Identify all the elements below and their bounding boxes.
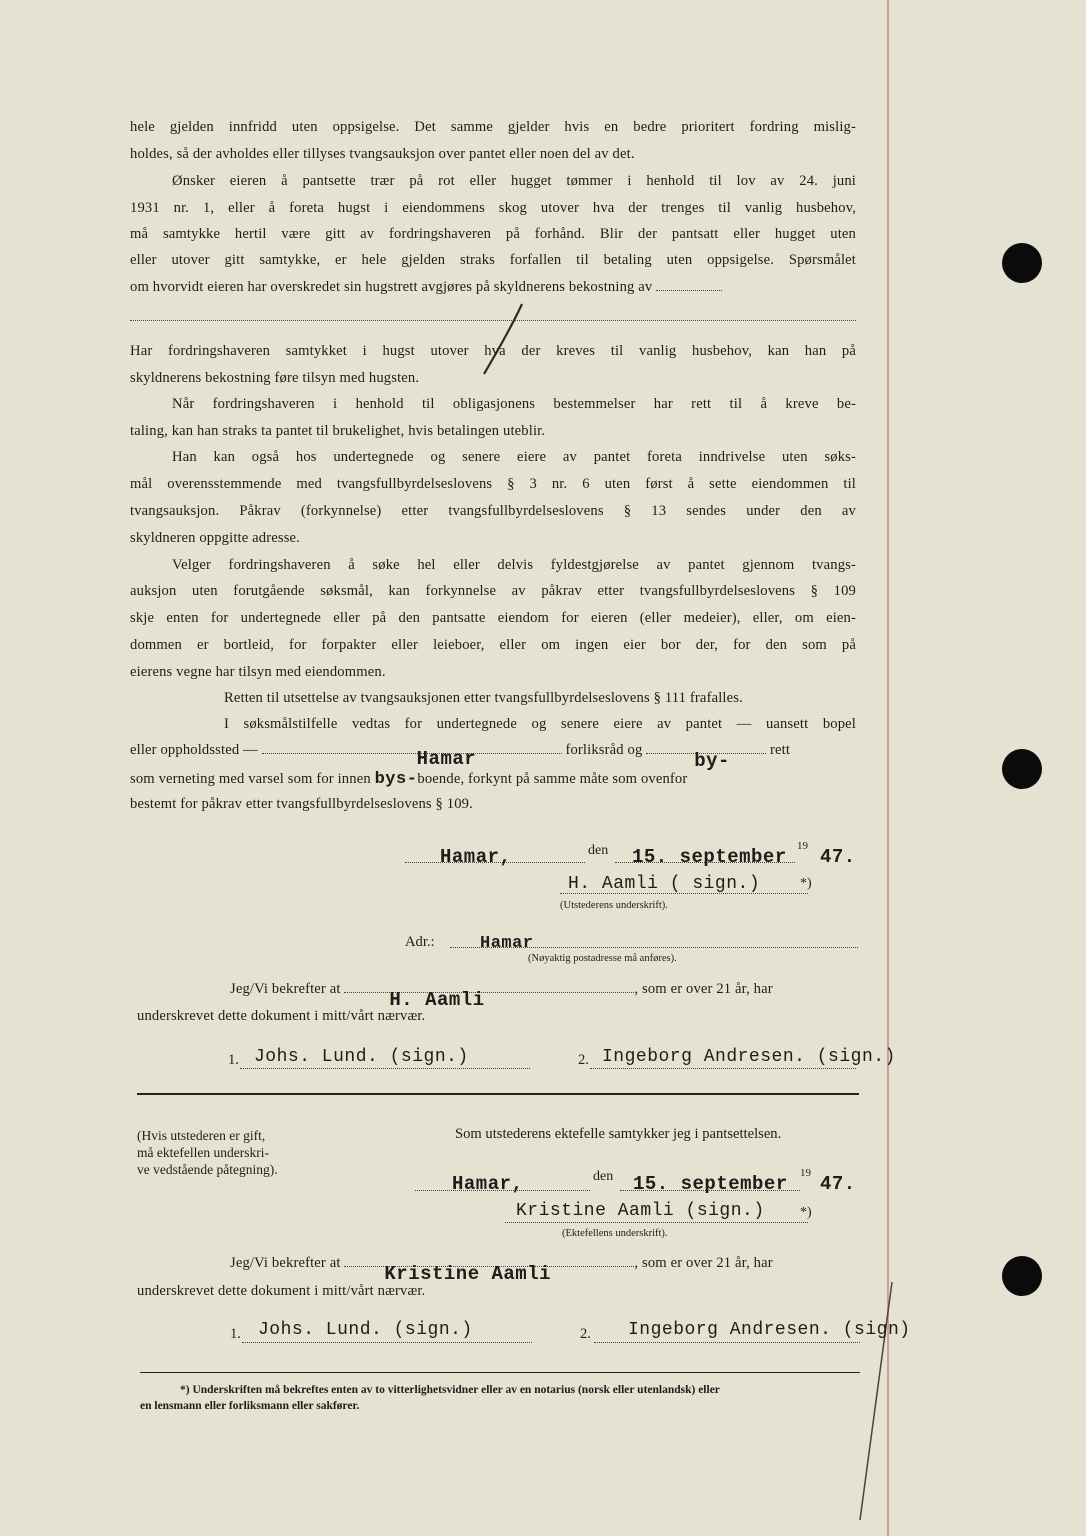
witness-line: Jeg/Vi bekrefter at Kristine Aamli , som er over 21 år, har <box>230 1255 773 1285</box>
margin-pencil-line <box>840 1280 900 1530</box>
punch-hole <box>1002 243 1042 283</box>
issuer-address: Hamar <box>480 934 534 953</box>
witness-signature: Johs. Lund. (sign.) <box>258 1320 473 1340</box>
body-line: auksjon uten forutgående søksmål, kan forkynnelse av påkrav etter tvangsfullbyrdelseslovens § 109 <box>130 583 856 599</box>
body-line: Han kan også hos undertegnede og senere eiere av pantet foreta inndrivelse uten søks- <box>172 449 856 465</box>
body-line: taling, kan han straks ta pantet til brukelighet, hvis betalingen uteblir. <box>130 423 546 439</box>
body-line: mål overensstemmende med tvangsfullbyrdelseslovens § 3 nr. 6 uten først å sette eiendommen til <box>130 476 856 492</box>
spouse-date: 15. september <box>633 1173 788 1195</box>
body-line: 1931 nr. 1, eller å foreta hugst i eiendommens skog utover hva der trenges til vanlig husbehov, <box>130 200 856 216</box>
witness-subject: H. Aamli <box>389 989 485 1011</box>
footnote-rule <box>140 1372 860 1373</box>
body-line: holdes, så der avholdes eller tillyses tvangsauksjon over pantet eller noen del av det. <box>130 146 635 162</box>
body-line: eller utover gitt samtykke, er hele gjelden straks forfallen til betaling uten oppsigelse. Spørsmålet <box>130 252 856 268</box>
punch-hole <box>1002 1256 1042 1296</box>
body-line: tvangsauksjon. Påkrav (forkynnelse) etter tvangsfullbyrdelseslovens § 13 sendes under den av <box>130 503 856 519</box>
venue-line: som verneting med varsel som for innen bys-boende, forkynt på samme måte som ovenfor <box>130 770 688 789</box>
punch-hole <box>1002 749 1042 789</box>
body-line: eierens vegne har tilsyn med eiendommen. <box>130 664 386 680</box>
body-line: I søksmålstilfelle vedtas for undertegnede og senere eiere av pantet — uansett bopel <box>224 716 856 732</box>
body-line: skyldnerens bekostning føre tilsyn med hugsten. <box>130 370 420 386</box>
body-line: må samtykke hertil være gitt av fordringshaveren på forhånd. Blir der pantsatt eller hugget uten <box>130 226 856 242</box>
document-page: hele gjelden innfridd uten oppsigelse. Det samme gjelder hvis en bedre prioritert fordring mislig- holdes, så der avholdes eller tillyses tvangsauksjon over pantet eller noen del av det. Ønsker eieren å pantsette trær på rot eller hugget tømmer i henhold til lov av 24. juni 1931 nr. 1, eller å foreta hugst i eiendommens skog utover hva der trenges til vanlig husbehov, må samtykke hertil være gitt av fordringshaveren på forhånd. Blir der pantsatt eller hugget uten eller utover gitt samtykke, er hele gjelden straks forfallen til betaling uten oppsigelse. Spørsmålet om hvorvidt eieren har overskredet sin hugstrett avgjøres på skyldnerens bekostning av Har fordringshaveren samtykket i hugst utover hva der kreves til vanlig husbehov, kan han på skyldnerens bekostning føre tilsyn med hugsten. Når fordringshaveren i henhold til obligasjonens bestemmelser har rett til å kreve be- taling, kan han straks ta pantet til brukelighet, hvis betalingen uteblir. Han kan også hos undertegnede og senere eiere av pantet foreta inndrivelse uten søks- mål overensstemmende med tvangsfullbyrdelseslovens § 3 nr. 6 uten først å sette eiendommen til tvangsauksjon. Påkrav (forkynnelse) etter tvangsfullbyrdelseslovens § 13 sendes under den av skyldneren oppgitte adresse. Velger fordringshaveren å søke hel eller delvis fyldestgjørelse av pantet gjennom tvangs- auksjon uten forutgående søksmål, kan forkynnelse av påkrav etter tvangsfullbyrdelseslovens § 109 skje enten for undertegnede eller på den pantsatte eiendom for eieren (eller medeier), eller, om eien- dommen er bortleid, for forpakter eller leieboer, eller om ingen eier bor der, for den som på eierens vegne har tilsyn med eiendommen. Retten til utsettelse av tvangsauksjonen etter tvangsfullbyrdelseslovens § 111 frafalles. I søksmålstilfelle vedtas for undertegnede og senere eiere av pantet — uansett bopel eller oppholdssted — Hamar forliksråd og by- rett som verneting med varsel som for innen bys-boende, forkynt på samme måte som ovenfor bestemt for påkrav etter tvangsfullbyrdelseslovens § 109. Hamar, den 15. september 19 47. H. Aamli ( sign.) *) (Utstederens underskrift). Adr.: Hamar (Nøyaktig postadresse må anføres). Jeg/Vi bekrefter at H. Aamli , som er over 21 år, har underskrevet dette dokument i mitt/vårt nærvær. 1. Johs. Lund. (sign.) 2. Ingeborg Andresen. (sign.) (Hvis utstederen er gift, må ektefellen underskri- ve vedstående påtegning). Som utstederens ektefelle samtykker jeg i pantsettelsen. Hamar, den 15. september 19 47. Kristine Aamli (sign.) *) (Ektefellens underskrift). Jeg/Vi bekrefter at Kristine Aamli , som er over 21 år, har underskrevet dette dokument i mitt/vårt nærvær. 1. Johs. Lund. (sign.) 2. Ingeborg Andresen. (sign) *) Underskriften må bekreftes enten av to vitterlighetsvidner eller av en notarius (norsk eller utenlandsk) eller en lensmann eller forliksmann eller sakfører. <box>0 0 1086 1536</box>
witness-signature: Ingeborg Andresen. (sign.) <box>602 1047 896 1067</box>
witness-signature: Johs. Lund. (sign.) <box>254 1047 469 1067</box>
handwritten-mark <box>470 300 530 380</box>
issuer-date: 15. september <box>632 846 787 868</box>
venue-line: bestemt for påkrav etter tvangsfullbyrdelseslovens § 109. <box>130 796 473 812</box>
spouse-place: Hamar, <box>452 1173 524 1195</box>
venue-court-type: by- <box>694 750 730 772</box>
section-divider <box>137 1093 859 1095</box>
spouse-note: (Hvis utstederen er gift, må ektefellen underskri- ve vedstående påtegning). <box>137 1128 278 1177</box>
spouse-signature: Kristine Aamli (sign.) <box>516 1201 765 1221</box>
body-line: dommen er bortleid, for forpakter eller leieboer, eller om ingen eier bor der, for den som på <box>130 637 856 653</box>
witness-signature: Ingeborg Andresen. (sign) <box>628 1320 911 1340</box>
venue-line: eller oppholdssted — Hamar forliksråd og by- rett <box>130 742 791 772</box>
body-line: Har fordringshaveren samtykket i hugst utover hva der kreves til vanlig husbehov, kan han på <box>130 343 856 359</box>
witness-subject: Kristine Aamli <box>384 1263 552 1285</box>
body-line: om hvorvidt eieren har overskredet sin hugstrett avgjøres på skyldnerens bekostning av <box>130 279 856 296</box>
venue-place: Hamar <box>416 748 477 770</box>
footnote: *) Underskriften må bekreftes enten av to vitterlighetsvidner eller av en notarius (norsk eller utenlandsk) eller en lensmann eller forliksmann eller sakfører. <box>140 1384 720 1412</box>
issuer-place: Hamar, <box>440 846 512 868</box>
body-line: Velger fordringshaveren å søke hel eller delvis fyldestgjørelse av pantet gjennom tvangs- <box>172 557 856 573</box>
venue-resident-type: bys- <box>374 770 418 789</box>
issuer-signature: H. Aamli ( sign.) <box>568 874 761 894</box>
spouse-consent: Som utstederens ektefelle samtykker jeg i pantsettelsen. <box>455 1126 782 1142</box>
body-line: skyldneren oppgitte adresse. <box>130 530 300 546</box>
issuer-year: 47. <box>820 846 856 868</box>
body-line: Når fordringshaveren i henhold til obligasjonens bestemmelser har rett til å kreve be- <box>172 396 856 412</box>
body-line: Retten til utsettelse av tvangsauksjonen etter tvangsfullbyrdelseslovens § 111 frafalles. <box>224 690 743 706</box>
body-line: Ønsker eieren å pantsette trær på rot eller hugget tømmer i henhold til lov av 24. juni <box>172 173 856 189</box>
spouse-year: 47. <box>820 1173 856 1195</box>
witness-line: Jeg/Vi bekrefter at H. Aamli , som er over 21 år, har <box>230 981 773 1011</box>
body-line: skje enten for undertegnede eller på den pantsatte eiendom for eieren (eller medeier), eller, om eien- <box>130 610 856 626</box>
blank-line <box>130 320 856 321</box>
body-line: hele gjelden innfridd uten oppsigelse. Det samme gjelder hvis en bedre prioritert fordring mislig- <box>130 119 856 135</box>
